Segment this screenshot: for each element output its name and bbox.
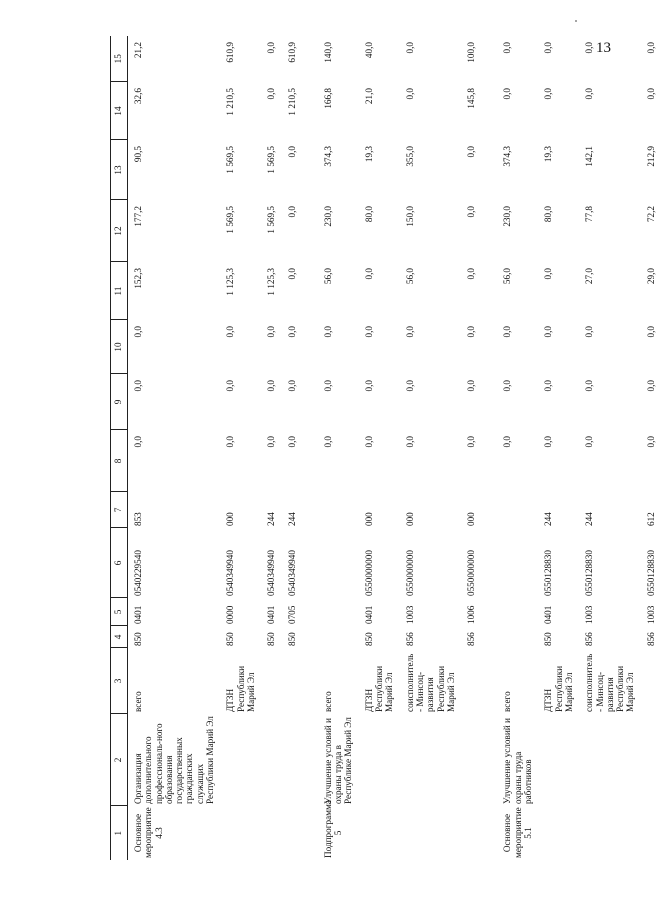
cell-col-5: 1003	[584, 605, 595, 624]
cell-col-9: 0,0	[322, 380, 333, 392]
cell-col-11: 56,0	[322, 268, 333, 285]
cell-col-8: 0,0	[404, 436, 415, 448]
cell-col-9: 0,0	[466, 380, 477, 392]
cell-col-4: 850	[133, 632, 143, 646]
cell-col-12: 230,0	[502, 206, 513, 227]
cell-col-11: 56,0	[502, 268, 513, 285]
cell-col-2	[400, 714, 461, 806]
cell-col-8: 0,0	[266, 436, 277, 448]
cell-col-7	[318, 492, 359, 528]
column-header-10: 10	[111, 320, 128, 374]
cell-col-12: 80,0	[363, 206, 374, 223]
cell-col-8: 0,0	[133, 436, 143, 448]
cell-col-14: 0,0	[584, 88, 595, 100]
cell-col-15: 0,0	[543, 42, 554, 54]
cell-col-8: 0,0	[584, 436, 595, 448]
cell-col-1	[538, 806, 579, 860]
rotated-page-content	[110, 36, 656, 860]
cell-col-12: 1 569,5	[225, 206, 236, 234]
cell-col-13: 355,0	[404, 146, 415, 167]
column-header-5: 5	[111, 598, 128, 626]
cell-col-4: 856	[404, 632, 415, 646]
cell-col-15: 21,2	[133, 42, 143, 59]
cell-col-14: 145,8	[466, 88, 477, 109]
cell-col-13: 374,3	[502, 146, 513, 167]
cell-col-15: 0,0	[266, 42, 277, 54]
cell-col-12: 0,0	[466, 206, 477, 218]
cell-col-15: 0,0	[502, 42, 513, 54]
budget-table	[110, 36, 661, 860]
cell-col-5	[497, 598, 538, 626]
table-row	[282, 36, 302, 860]
group-spacer-cell	[481, 36, 497, 860]
cell-col-9: 0,0	[225, 380, 236, 392]
cell-col-2	[538, 714, 579, 806]
cell-col-13: 19,3	[363, 146, 374, 163]
cell-col-9: 0,0	[543, 380, 554, 392]
cell-col-13: 90,5	[133, 146, 143, 163]
cell-col-3	[461, 648, 481, 714]
cell-col-6: 0550000000	[404, 550, 415, 596]
cell-col-1: Основное мероприятие 4.3	[133, 807, 164, 858]
table-row	[497, 36, 538, 860]
cell-col-5: 0401	[266, 605, 277, 624]
column-header-12: 12	[111, 200, 128, 262]
group-spacer	[302, 36, 318, 860]
cell-col-6: 0540349940	[286, 550, 297, 596]
cell-col-1	[461, 806, 481, 860]
cell-col-9: 0,0	[404, 380, 415, 392]
cell-col-2: Организация дополнительного профессиональ-ного образования государственных гражданских служащих Республики Марий Эл	[133, 716, 216, 804]
cell-col-14: 21,0	[363, 88, 374, 105]
cell-col-2: Улучшение условий и охраны труда работников	[502, 718, 534, 804]
cell-col-7: 244	[543, 512, 554, 526]
cell-col-15: 610,9	[225, 42, 236, 63]
cell-col-2	[220, 714, 261, 806]
column-header-9: 9	[111, 374, 128, 430]
cell-col-8: 0,0	[645, 436, 656, 448]
cell-col-8: 0,0	[225, 436, 236, 448]
cell-col-14: 1 210,5	[286, 88, 297, 116]
cell-col-11: 27,0	[584, 268, 595, 285]
cell-col-7: 244	[584, 512, 595, 526]
cell-col-5: 1003	[645, 605, 656, 624]
cell-col-9: 0,0	[286, 380, 297, 392]
cell-col-11: 56,0	[404, 268, 415, 285]
cell-col-6: 0550000000	[466, 550, 477, 596]
scan-speck	[575, 20, 577, 22]
cell-col-3: всего	[502, 691, 513, 712]
cell-col-6: 0540349940	[225, 550, 236, 596]
cell-col-7: 000	[225, 512, 236, 526]
cell-col-15: 0,0	[645, 42, 656, 54]
table-row	[400, 36, 461, 860]
cell-col-6	[318, 528, 359, 598]
cell-col-15: 610,9	[286, 42, 297, 63]
column-header-7: 7	[111, 492, 128, 528]
cell-col-14: 0,0	[266, 88, 277, 100]
cell-col-4: 856	[466, 632, 477, 646]
cell-col-2	[461, 714, 481, 806]
cell-col-1	[579, 806, 640, 860]
cell-col-5: 0000	[225, 605, 236, 624]
cell-col-15: 0,0	[584, 42, 595, 54]
cell-col-10: 0,0	[225, 326, 236, 338]
column-header-3: 3	[111, 648, 128, 714]
cell-col-3: ДТЗН Республики Марий Эл	[225, 665, 256, 712]
cell-col-8: 0,0	[322, 436, 333, 448]
cell-col-8: 0,0	[502, 436, 513, 448]
table-row	[359, 36, 400, 860]
cell-col-12: 72,2	[645, 206, 656, 223]
cell-col-5: 1006	[466, 605, 477, 624]
cell-col-10: 0,0	[404, 326, 415, 338]
cell-col-11: 0,0	[286, 268, 297, 280]
cell-col-7: 853	[133, 512, 143, 526]
cell-col-2	[261, 714, 281, 806]
cell-col-1	[641, 806, 661, 860]
table-row	[128, 36, 221, 860]
cell-col-4	[497, 626, 538, 648]
cell-col-14: 32,6	[133, 88, 143, 105]
cell-col-14: 1 210,5	[225, 88, 236, 116]
cell-col-14: 166,8	[322, 88, 333, 109]
cell-col-14: 0,0	[543, 88, 554, 100]
column-header-1: 1	[111, 806, 128, 860]
group-spacer	[481, 36, 497, 860]
cell-col-10: 0,0	[133, 326, 143, 338]
cell-col-13: 374,3	[322, 146, 333, 167]
cell-col-3: всего	[133, 691, 143, 712]
cell-col-6: 0550000000	[363, 550, 374, 596]
cell-col-10: 0,0	[584, 326, 595, 338]
cell-col-3: соисполнитель - Минсоц-развития Республики Марий Эл	[404, 653, 456, 712]
cell-col-12: 0,0	[286, 206, 297, 218]
cell-col-11: 0,0	[543, 268, 554, 280]
cell-col-11: 0,0	[363, 268, 374, 280]
cell-col-3	[641, 648, 661, 714]
cell-col-9: 0,0	[363, 380, 374, 392]
cell-col-10: 0,0	[363, 326, 374, 338]
cell-col-9: 0,0	[266, 380, 277, 392]
cell-col-10: 0,0	[322, 326, 333, 338]
cell-col-3	[261, 648, 281, 714]
column-header-11: 11	[111, 262, 128, 320]
table-row	[461, 36, 481, 860]
cell-col-11: 1 125,3	[225, 268, 236, 296]
cell-col-1	[400, 806, 461, 860]
column-header-2: 2	[111, 714, 128, 806]
cell-col-7: 000	[363, 512, 374, 526]
cell-col-3: ДТЗН Республики Марий Эл	[363, 665, 395, 712]
header-row	[111, 36, 128, 860]
cell-col-10: 0,0	[266, 326, 277, 338]
cell-col-9: 0,0	[645, 380, 656, 392]
cell-col-1	[282, 806, 302, 860]
cell-col-12: 80,0	[543, 206, 554, 223]
cell-col-10: 0,0	[286, 326, 297, 338]
cell-col-11: 29,0	[645, 268, 656, 285]
cell-col-9: 0,0	[133, 380, 143, 392]
cell-col-3: ДТЗН Республики Марий Эл	[543, 665, 574, 712]
cell-col-6: 0550128830	[584, 550, 595, 596]
cell-col-7	[497, 492, 538, 528]
cell-col-13: 19,3	[543, 146, 554, 163]
table-row	[538, 36, 579, 860]
cell-col-10: 0,0	[466, 326, 477, 338]
cell-col-5	[318, 598, 359, 626]
cell-col-15: 40,0	[363, 42, 374, 59]
column-header-15: 15	[111, 36, 128, 82]
group-spacer-cell	[302, 36, 318, 860]
cell-col-1: Подпрограмма 5	[322, 800, 344, 858]
cell-col-8: 0,0	[363, 436, 374, 448]
cell-col-7: 000	[466, 512, 477, 526]
table-row	[579, 36, 640, 860]
cell-col-2: Улучшение условий и охраны труда в Республике Марий Эл	[322, 717, 354, 804]
cell-col-9: 0,0	[502, 380, 513, 392]
table-body	[128, 36, 661, 860]
cell-col-14: 0,0	[645, 88, 656, 100]
cell-col-3: всего	[322, 691, 333, 712]
cell-col-4: 850	[543, 632, 554, 646]
cell-col-13: 0,0	[466, 146, 477, 158]
cell-col-5: 1003	[404, 605, 415, 624]
cell-col-7: 244	[266, 512, 277, 526]
cell-col-1: Основное мероприятие 5.1	[502, 807, 534, 858]
column-header-8: 8	[111, 430, 128, 492]
cell-col-14: 0,0	[404, 88, 415, 100]
cell-col-7: 244	[286, 512, 297, 526]
cell-col-4	[318, 626, 359, 648]
cell-col-5: 0705	[286, 605, 297, 624]
cell-col-8: 0,0	[466, 436, 477, 448]
cell-col-15: 140,0	[322, 42, 333, 63]
cell-col-4: 850	[266, 632, 277, 646]
cell-col-2	[579, 714, 640, 806]
cell-col-4: 856	[645, 632, 656, 646]
cell-col-11: 0,0	[466, 268, 477, 280]
cell-col-12: 1 569,5	[266, 206, 277, 234]
page-number: 13	[596, 40, 611, 56]
cell-col-2	[282, 714, 302, 806]
cell-col-10: 0,0	[543, 326, 554, 338]
cell-col-15: 100,0	[466, 42, 477, 63]
cell-col-4: 850	[225, 632, 236, 646]
cell-col-13: 1 569,5	[225, 146, 236, 174]
cell-col-13: 1 569,5	[266, 146, 277, 174]
cell-col-13: 0,0	[286, 146, 297, 158]
cell-col-3	[282, 648, 302, 714]
cell-col-2	[359, 714, 400, 806]
cell-col-13: 142,1	[584, 146, 595, 167]
cell-col-4: 850	[286, 632, 297, 646]
cell-col-7: 000	[404, 512, 415, 526]
cell-col-5: 0401	[133, 605, 143, 624]
table-row	[641, 36, 661, 860]
cell-col-6	[497, 528, 538, 598]
cell-col-7: 612	[645, 512, 656, 526]
cell-col-4: 850	[363, 632, 374, 646]
cell-col-9: 0,0	[584, 380, 595, 392]
cell-col-4: 856	[584, 632, 595, 646]
cell-col-6: 0540229540	[133, 550, 143, 596]
table-row	[220, 36, 261, 860]
cell-col-11: 152,3	[133, 268, 143, 289]
cell-col-15: 0,0	[404, 42, 415, 54]
table-row	[261, 36, 281, 860]
cell-col-12: 150,0	[404, 206, 415, 227]
cell-col-6: 0550128830	[645, 550, 656, 596]
cell-col-6: 0540349940	[266, 550, 277, 596]
cell-col-12: 230,0	[322, 206, 333, 227]
cell-col-1	[261, 806, 281, 860]
cell-col-8: 0,0	[543, 436, 554, 448]
cell-col-5: 0401	[543, 605, 554, 624]
cell-col-11: 1 125,3	[266, 268, 277, 296]
cell-col-2	[641, 714, 661, 806]
column-header-4: 4	[111, 626, 128, 648]
cell-col-12: 77,8	[584, 206, 595, 223]
column-header-13: 13	[111, 140, 128, 200]
cell-col-12: 177,2	[133, 206, 143, 227]
cell-col-10: 0,0	[645, 326, 656, 338]
column-header-14: 14	[111, 82, 128, 140]
table-row	[318, 36, 359, 860]
cell-col-1	[359, 806, 400, 860]
cell-col-8: 0,0	[286, 436, 297, 448]
cell-col-13: 212,9	[645, 146, 656, 167]
cell-col-14: 0,0	[502, 88, 513, 100]
cell-col-10: 0,0	[502, 326, 513, 338]
cell-col-6: 0550128830	[543, 550, 554, 596]
cell-col-3: соисполнитель - Минсоц-развития Республики Марий Эл	[584, 653, 636, 712]
cell-col-5: 0401	[363, 605, 374, 624]
column-header-6: 6	[111, 528, 128, 598]
cell-col-1	[220, 806, 261, 860]
